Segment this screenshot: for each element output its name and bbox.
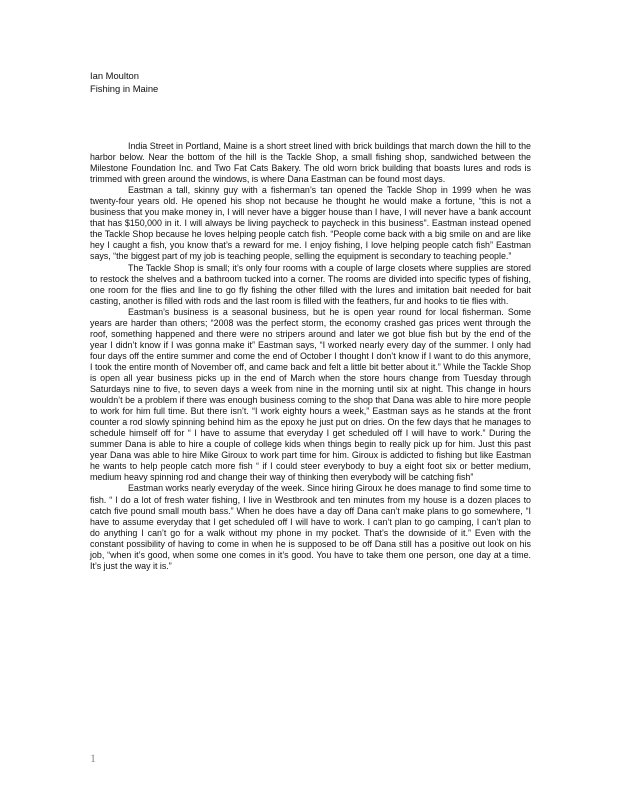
paragraph: India Street in Portland, Maine is a short street lined with brick buildings that march down the hill to the harbor below. Near the bottom of the hill is the Tackle Shop, a small fishing shop, sandwiched between the Milestone Foundation Inc. and Two Fat Cats Bakery. The old worn brick building that boasts lures and rods is trimmed with green around the windows, is where Dana Eastman can be found most days. bbox=[90, 141, 531, 185]
paragraph: Eastman’s business is a seasonal business, but he is open year round for local fisherman. Some years are harder than others; “2008 was the perfect storm, the economy crashed gas prices went through the roof, something happened and there were no stripers around and later we got blue fish but by the end of the year I didn’t know if I was gonna make it” Eastman says, “I worked nearly every day of the summer. I only had four days off the entire summer and come the end of October I thought I don’t know if I want to do this anymore, I took the entire month of November off, and came back and felt a little bit better about it.” While the Tackle Shop is open all year business picks up in the end of March when the store hours change from Tuesday through Saturdays nine to five, to seven days a week from nine in the morning until six at night. This change in hours wouldn’t be a problem if there was enough business coming to the shop that Dana was able to hire more people to work for him full time. But there isn’t. “I work eighty hours a week,” Eastman says as he stands at the front counter a rod slowly spinning behind him as the epoxy he just put on dries. On the few days that he manages to schedule himself off for “ I have to assume that everyday I get scheduled off I will have to work.” During the summer Dana is able to hire a couple of college kids when things begin to really pick up for him. Just this past year Dana was able to hire Mike Giroux to work part time for him. Giroux is addicted to fishing but like Eastman he wants to help people catch more fish “ if I could steer everybody to buy a eight foot six or better medium, medium heavy spinning rod and change their way of thinking then everybody will be catching fish” bbox=[90, 306, 531, 483]
document-body bbox=[90, 141, 531, 572]
document-header bbox=[90, 70, 158, 95]
paragraph: The Tackle Shop is small; it’s only four rooms with a couple of large closets where supplies are stored to restock the shelves and a bathroom tucked into a corner. The rooms are divided into specific types of fishing, one room for the flies and line to go fly fishing the other filled with the lures and imitation bait needed for bait casting, another is filled with rods and the last room is filled with the feathers, fur and hooks to tie flies with. bbox=[90, 262, 531, 306]
page-number: 1 bbox=[90, 751, 96, 765]
paragraph: Eastman works nearly everyday of the week. Since hiring Giroux he does manage to find some time to fish. “ I do a lot of fresh water fishing, I live in Westbrook and ten minutes from my house is a dozen places to catch five pound small mouth bass.” When he does have a day off Dana can’t make plans to go somewhere, “I have to assume everyday that I get scheduled off I will have to work. I can’t plan to go camping, I can’t plan to do anything I can’t go for a walk without my phone in my pocket. That’s the downside of it.” Even with the constant possibility of having to come in when he is supposed to be off Dana still has a positive out look on his job, “when it’s good, when some one comes in it’s good. You have to take them one person, one day at a time. It’s just the way it is.” bbox=[90, 483, 531, 571]
paragraph: Eastman a tall, skinny guy with a fisherman’s tan opened the Tackle Shop in 1999 when he was twenty-four years old. He opened his shop not because he thought he would make a fortune, “this is not a business that you make money in, I will never have a bigger house than I have, I will never have a bank account that has $150,000 in it. I will always be living paycheck to paycheck in this business”. Eastman instead opened the Tackle Shop because he loves helping people catch fish. “People come back with a big smile on and are like hey I caught a fish, you know that’s a reward for me. I enjoy fishing, I love helping people catch fish” Eastman says, “the biggest part of my job is teaching people, selling the equipment is secondary to teaching people.” bbox=[90, 185, 531, 262]
document-title: Fishing in Maine bbox=[90, 82, 159, 94]
author-name: Ian Moulton bbox=[90, 70, 139, 81]
